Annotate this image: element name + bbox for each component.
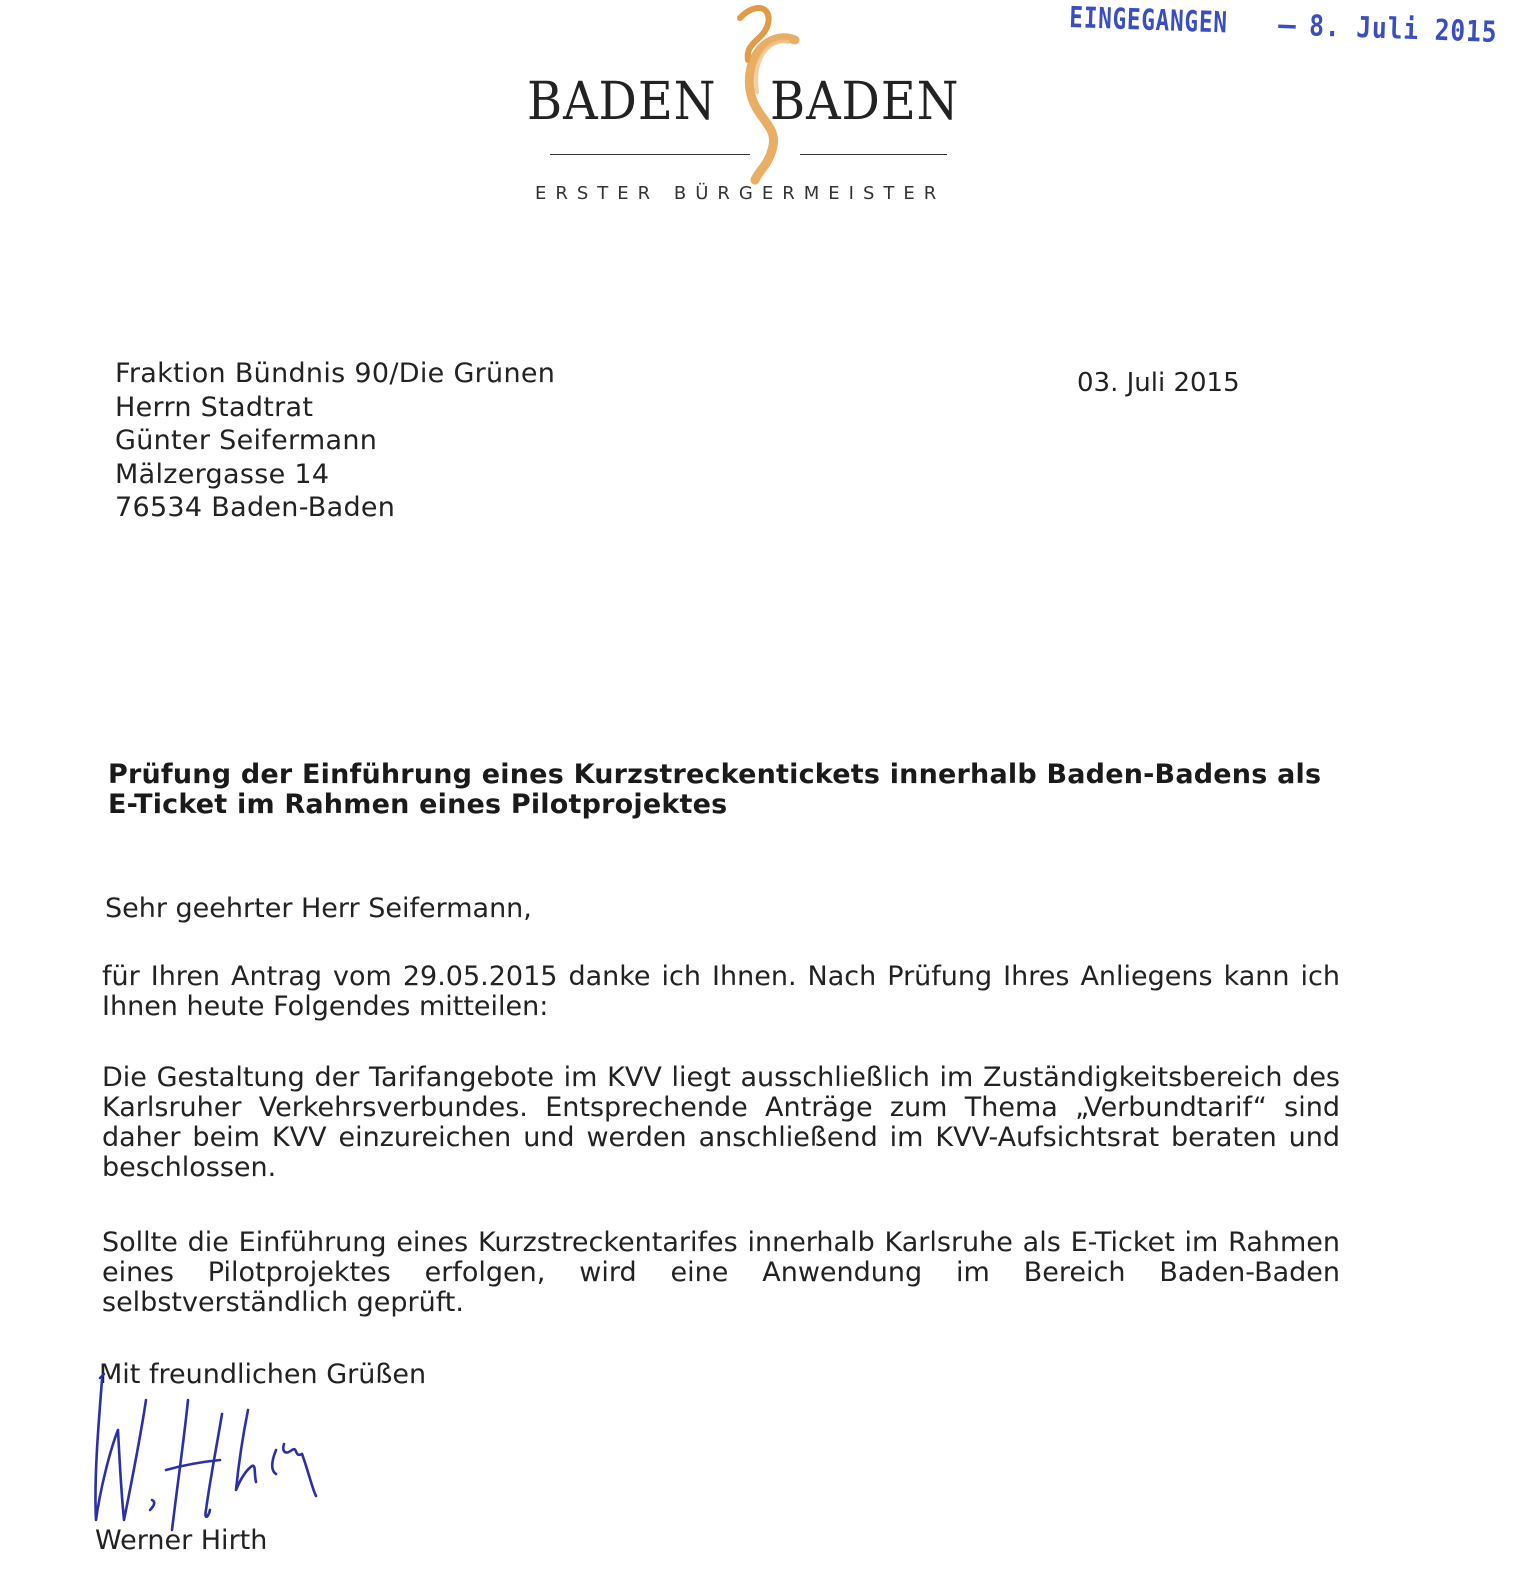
body-paragraph: Die Gestaltung der Tarifangebote im KVV liegt ausschließlich im Zuständigkeitsbereich des Karlsruher Verkehrsverbundes. Entsprechende Anträge zum Thema „Verbundtarif“ sind daher beim KVV einzureichen und werden anschließend im KVV-Aufsichtsrat beraten und beschlossen. — [102, 1062, 1340, 1183]
recipient-address — [115, 357, 555, 525]
letterhead-rule-right — [800, 154, 947, 155]
stamp-word: EINGEGANGEN — [1068, 0, 1229, 40]
signer-name: Werner Hirth — [95, 1525, 268, 1556]
logo-text-left: BADEN — [527, 72, 717, 132]
stamp-date: 8. Juli 2015 — [1308, 8, 1498, 49]
letter-date: 03. Juli 2015 — [1077, 368, 1240, 398]
address-line: Günter Seifermann — [115, 425, 378, 456]
letterhead-subtitle: ERSTER BÜRGERMEISTER — [535, 183, 946, 204]
received-stamp — [1068, 0, 1500, 75]
stamp-dash: – — [1277, 7, 1298, 42]
address-line: 76534 Baden-Baden — [115, 492, 396, 523]
letterhead-rule-left — [550, 154, 750, 155]
salutation: Sehr geehrter Herr Seifermann, — [105, 893, 532, 924]
letter-subject: Prüfung der Einführung eines Kurzstreckentickets innerhalb Baden-Badens als E-Ticket im Rahmen eines Pilotprojektes — [108, 759, 1322, 820]
body-paragraph: für Ihren Antrag vom 29.05.2015 danke ich Ihnen. Nach Prüfung Ihres Anliegens kann ich Ihnen heute Folgendes mitteilen: — [102, 961, 1340, 1022]
address-line: Fraktion Bündnis 90/Die Grünen — [115, 358, 556, 389]
body-paragraph: Sollte die Einführung eines Kurzstreckentarifes innerhalb Karlsruhe als E-Ticket im Rahmen eines Pilotprojektes erfolgen, wird eine Anwendung im Bereich Baden-Baden selbstverständlich geprüft. — [102, 1227, 1340, 1318]
logo-text-right: BADEN — [770, 72, 960, 132]
closing: Mit freundlichen Grüßen — [99, 1359, 427, 1390]
address-line: Herrn Stadtrat — [115, 391, 314, 423]
address-line: Mälzergasse 14 — [115, 458, 330, 490]
